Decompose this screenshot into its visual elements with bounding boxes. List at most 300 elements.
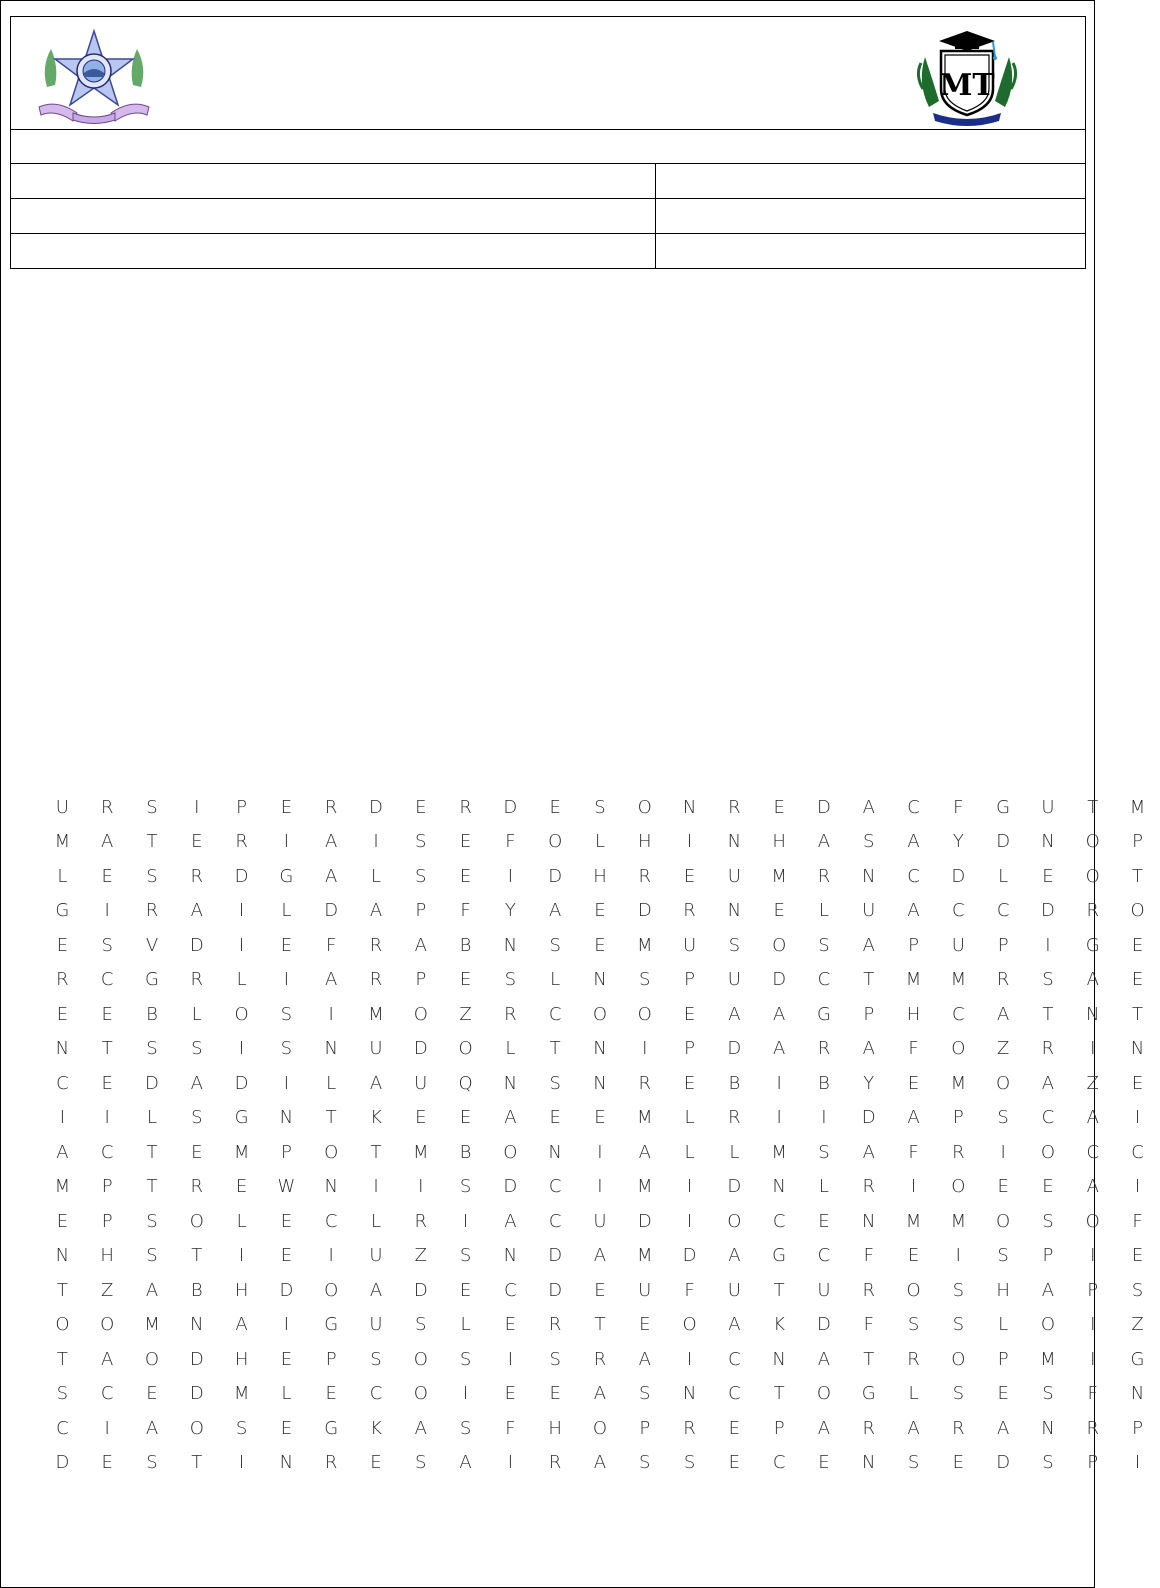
grid-letter[interactable]: C (772, 1452, 786, 1474)
grid-letter[interactable]: T (191, 1245, 203, 1267)
grid-letter[interactable]: S (728, 934, 741, 956)
grid-letter[interactable]: L (684, 1107, 695, 1129)
grid-letter[interactable]: L (281, 1383, 292, 1405)
grid-letter[interactable]: U (414, 1072, 428, 1094)
grid-letter[interactable]: L (236, 1210, 247, 1232)
grid-letter[interactable]: T (325, 1107, 337, 1129)
grid-letter[interactable]: D (996, 1452, 1011, 1474)
grid-letter[interactable]: E (235, 1176, 248, 1198)
grid-letter[interactable]: O (996, 1072, 1011, 1094)
grid-letter[interactable]: T (146, 1141, 158, 1163)
grid-letter[interactable]: E (773, 900, 785, 922)
grid-letter[interactable]: O (637, 1003, 652, 1025)
grid-letter[interactable]: S (818, 934, 830, 956)
grid-letter[interactable]: H (234, 1279, 249, 1301)
grid-letter[interactable]: D (996, 831, 1011, 853)
grid-letter[interactable]: I (1134, 1452, 1141, 1474)
grid-letter[interactable]: I (910, 1176, 917, 1198)
grid-letter[interactable]: I (328, 1003, 334, 1025)
grid-letter[interactable]: R (324, 1452, 338, 1474)
grid-letter[interactable]: U (55, 796, 69, 818)
grid-letter[interactable]: E (146, 1383, 158, 1405)
grid-letter[interactable]: N (682, 796, 697, 818)
grid-letter[interactable]: I (597, 1141, 603, 1163)
grid-letter[interactable]: L (146, 1107, 157, 1129)
grid-letter[interactable]: O (1085, 831, 1100, 853)
grid-letter[interactable]: Y (504, 900, 516, 922)
grid-letter[interactable]: G (996, 796, 1011, 818)
grid-letter[interactable]: I (238, 1038, 245, 1060)
grid-letter[interactable]: U (727, 1279, 741, 1301)
grid-letter[interactable]: A (817, 831, 831, 853)
grid-letter[interactable]: R (190, 865, 204, 887)
grid-letter[interactable]: S (235, 1417, 248, 1439)
grid-letter[interactable]: N (1041, 1417, 1055, 1439)
grid-letter[interactable]: W (277, 1176, 296, 1198)
grid-letter[interactable]: E (907, 1072, 920, 1094)
grid-letter[interactable]: O (100, 1314, 115, 1336)
grid-letter[interactable]: C (548, 1210, 562, 1232)
grid-letter[interactable]: N (1041, 831, 1055, 853)
grid-letter[interactable]: S (683, 1452, 696, 1474)
grid-letter[interactable]: G (1085, 934, 1100, 956)
grid-letter[interactable]: S (415, 865, 427, 887)
grid-letter[interactable]: R (862, 1417, 875, 1439)
grid-letter[interactable]: R (56, 969, 69, 991)
grid-letter[interactable]: M (950, 969, 967, 991)
grid-letter[interactable]: G (55, 900, 70, 922)
grid-letter[interactable]: O (503, 1141, 518, 1163)
grid-letter[interactable]: E (280, 1210, 293, 1232)
grid-letter[interactable]: A (1086, 969, 1099, 991)
grid-letter[interactable]: S (370, 1348, 382, 1370)
grid-letter[interactable]: M (54, 831, 71, 853)
grid-letter[interactable]: C (817, 1245, 831, 1267)
grid-letter[interactable]: S (997, 1245, 1009, 1267)
grid-letter[interactable]: L (460, 1314, 471, 1336)
grid-letter[interactable]: E (728, 1417, 741, 1439)
grid-letter[interactable]: L (370, 865, 381, 887)
grid-letter[interactable]: N (279, 1107, 294, 1129)
grid-letter[interactable]: N (862, 865, 876, 887)
grid-letter[interactable]: S (459, 1348, 472, 1370)
grid-letter[interactable]: D (189, 1348, 204, 1370)
grid-letter[interactable]: O (592, 1417, 608, 1439)
grid-letter[interactable]: G (234, 1107, 249, 1129)
grid-letter[interactable]: A (1086, 1107, 1099, 1129)
grid-letter[interactable]: G (324, 1314, 339, 1336)
grid-letter[interactable]: T (1132, 865, 1144, 887)
grid-letter[interactable]: E (459, 831, 472, 853)
grid-letter[interactable]: U (1041, 796, 1055, 818)
grid-letter[interactable]: P (684, 1038, 695, 1060)
grid-letter[interactable]: O (592, 1003, 608, 1025)
grid-letter[interactable]: M (1040, 1348, 1056, 1370)
row1-left-field[interactable] (11, 164, 656, 199)
grid-letter[interactable]: R (638, 1072, 652, 1094)
grid-letter[interactable]: N (55, 1038, 70, 1060)
grid-letter[interactable]: C (369, 1383, 383, 1405)
grid-letter[interactable]: D (369, 796, 383, 818)
grid-letter[interactable]: R (996, 969, 1010, 991)
grid-letter[interactable]: N (503, 934, 518, 956)
grid-letter[interactable]: R (952, 1141, 965, 1163)
grid-letter[interactable]: L (281, 900, 292, 922)
grid-letter[interactable]: I (507, 1348, 514, 1370)
grid-letter[interactable]: A (862, 934, 875, 956)
grid-letter[interactable]: P (280, 1141, 292, 1163)
grid-letter[interactable]: A (1041, 1072, 1055, 1094)
grid-letter[interactable]: M (950, 1072, 967, 1094)
grid-letter[interactable]: I (238, 1452, 245, 1474)
grid-letter[interactable]: I (418, 1176, 424, 1198)
grid-letter[interactable]: I (104, 900, 110, 922)
grid-letter[interactable]: N (682, 1383, 697, 1405)
grid-letter[interactable]: S (907, 1314, 920, 1336)
grid-letter[interactable]: E (459, 865, 472, 887)
grid-letter[interactable]: E (683, 1072, 696, 1094)
grid-letter[interactable]: O (772, 934, 787, 956)
grid-letter[interactable]: U (638, 1279, 652, 1301)
grid-letter[interactable]: K (370, 1107, 382, 1129)
grid-letter[interactable]: I (104, 1417, 110, 1439)
grid-letter[interactable]: M (233, 1141, 250, 1163)
grid-letter[interactable]: F (505, 1417, 516, 1439)
grid-letter[interactable]: O (1130, 900, 1145, 922)
grid-letter[interactable]: O (324, 1141, 339, 1163)
grid-letter[interactable]: P (1087, 1452, 1099, 1474)
grid-letter[interactable]: P (684, 969, 695, 991)
grid-letter[interactable]: O (234, 1003, 249, 1025)
grid-letter[interactable]: M (771, 1141, 787, 1163)
grid-letter[interactable]: N (862, 1210, 876, 1232)
grid-letter[interactable]: F (863, 1245, 874, 1267)
grid-letter[interactable]: F (1132, 1210, 1143, 1232)
grid-letter[interactable]: O (1085, 865, 1100, 887)
grid-letter[interactable]: S (191, 1107, 203, 1129)
grid-letter[interactable]: M (413, 1141, 429, 1163)
grid-letter[interactable]: E (504, 1314, 517, 1336)
grid-letter[interactable]: E (549, 1107, 561, 1129)
grid-letter[interactable]: E (280, 934, 293, 956)
grid-letter[interactable]: H (906, 1003, 921, 1025)
grid-letter[interactable]: P (997, 1348, 1009, 1370)
grid-letter[interactable]: E (459, 1279, 472, 1301)
grid-letter[interactable]: P (908, 934, 919, 956)
grid-letter[interactable]: A (728, 1245, 741, 1267)
grid-letter[interactable]: H (548, 1417, 562, 1439)
grid-letter[interactable]: A (907, 1107, 920, 1129)
grid-letter[interactable]: M (771, 865, 787, 887)
grid-letter[interactable]: D (279, 1279, 294, 1301)
grid-letter[interactable]: M (636, 1107, 653, 1129)
grid-letter[interactable]: S (415, 831, 427, 853)
grid-letter[interactable]: C (817, 969, 831, 991)
grid-letter[interactable]: T (146, 1176, 158, 1198)
grid-letter[interactable]: M (54, 1176, 71, 1198)
grid-letter[interactable]: S (639, 1383, 651, 1405)
grid-letter[interactable]: T (863, 1348, 875, 1370)
grid-letter[interactable]: P (236, 796, 248, 818)
grid-letter[interactable]: D (503, 1176, 518, 1198)
grid-letter[interactable]: D (817, 1314, 831, 1336)
grid-letter[interactable]: S (459, 1417, 472, 1439)
grid-letter[interactable]: A (638, 1348, 651, 1370)
grid-letter[interactable]: E (101, 865, 113, 887)
grid-letter[interactable]: O (951, 1038, 966, 1060)
grid-letter[interactable]: E (56, 1210, 69, 1232)
grid-letter[interactable]: M (233, 1383, 250, 1405)
grid-letter[interactable]: F (1087, 1383, 1098, 1405)
grid-letter[interactable]: N (727, 831, 742, 853)
grid-letter[interactable]: T (773, 1279, 785, 1301)
grid-letter[interactable]: O (1040, 1314, 1056, 1336)
grid-letter[interactable]: P (773, 1417, 785, 1439)
grid-letter[interactable]: M (636, 934, 653, 956)
row1-right-field[interactable] (656, 164, 1086, 199)
grid-letter[interactable]: H (100, 1245, 114, 1267)
row3-left-field[interactable] (11, 234, 656, 269)
grid-letter[interactable]: C (728, 1383, 741, 1405)
grid-letter[interactable]: U (727, 969, 741, 991)
grid-letter[interactable]: F (953, 796, 964, 818)
grid-letter[interactable]: L (818, 1176, 829, 1198)
grid-letter[interactable]: A (996, 1003, 1010, 1025)
grid-letter[interactable]: C (952, 1003, 965, 1025)
grid-letter[interactable]: I (373, 1176, 379, 1198)
grid-letter[interactable]: A (593, 1383, 607, 1405)
grid-letter[interactable]: N (55, 1245, 70, 1267)
grid-letter[interactable]: S (863, 831, 875, 853)
grid-letter[interactable]: I (328, 1245, 334, 1267)
grid-letter[interactable]: I (776, 1072, 782, 1094)
grid-letter[interactable]: E (459, 969, 472, 991)
grid-letter[interactable]: I (776, 1107, 782, 1129)
grid-letter[interactable]: L (370, 1210, 381, 1232)
grid-letter[interactable]: A (325, 865, 338, 887)
grid-letter[interactable]: S (997, 1107, 1009, 1129)
grid-letter[interactable]: E (773, 796, 785, 818)
grid-letter[interactable]: R (414, 1210, 428, 1232)
grid-letter[interactable]: A (325, 831, 338, 853)
grid-letter[interactable]: T (1042, 1003, 1054, 1025)
grid-letter[interactable]: I (1134, 1176, 1141, 1198)
grid-letter[interactable]: Z (1086, 1072, 1099, 1094)
grid-letter[interactable]: A (190, 1072, 203, 1094)
grid-letter[interactable]: E (639, 1314, 651, 1336)
grid-letter[interactable]: S (191, 1038, 203, 1060)
grid-letter[interactable]: E (907, 1245, 920, 1267)
grid-letter[interactable]: T (1132, 1003, 1144, 1025)
grid-letter[interactable]: T (146, 831, 158, 853)
grid-letter[interactable]: G (279, 865, 294, 887)
grid-letter[interactable]: S (56, 1383, 69, 1405)
grid-letter[interactable]: K (370, 1417, 382, 1439)
grid-letter[interactable]: M (368, 1003, 384, 1025)
grid-letter[interactable]: N (503, 1245, 518, 1267)
grid-letter[interactable]: R (190, 969, 204, 991)
grid-letter[interactable]: H (996, 1279, 1010, 1301)
grid-letter[interactable]: A (325, 969, 338, 991)
grid-letter[interactable]: M (144, 1314, 160, 1336)
grid-letter[interactable]: O (189, 1210, 204, 1232)
grid-letter[interactable]: O (413, 1383, 428, 1405)
grid-letter[interactable]: B (146, 1003, 158, 1025)
grid-letter[interactable]: L (729, 1141, 740, 1163)
grid-letter[interactable]: E (1042, 865, 1054, 887)
grid-letter[interactable]: D (548, 1245, 563, 1267)
grid-letter[interactable]: D (637, 1210, 652, 1232)
grid-letter[interactable]: P (1132, 1417, 1143, 1439)
grid-letter[interactable]: N (1130, 1038, 1145, 1060)
grid-letter[interactable]: I (59, 1107, 66, 1129)
grid-letter[interactable]: N (593, 969, 607, 991)
grid-letter[interactable]: C (100, 969, 114, 991)
grid-letter[interactable]: P (101, 1210, 113, 1232)
grid-letter[interactable]: I (686, 1348, 693, 1370)
grid-letter[interactable]: A (772, 1038, 786, 1060)
grid-letter[interactable]: E (683, 865, 696, 887)
grid-letter[interactable]: E (325, 1383, 337, 1405)
grid-letter[interactable]: S (1131, 1279, 1144, 1301)
grid-letter[interactable]: H (637, 831, 652, 853)
grid-letter[interactable]: Z (1131, 1314, 1144, 1336)
grid-letter[interactable]: E (191, 831, 203, 853)
grid-letter[interactable]: I (1090, 1038, 1096, 1060)
grid-letter[interactable]: M (636, 1176, 653, 1198)
grid-letter[interactable]: D (727, 1038, 742, 1060)
grid-letter[interactable]: R (907, 1348, 920, 1370)
grid-letter[interactable]: I (1090, 1348, 1096, 1370)
grid-letter[interactable]: E (549, 796, 561, 818)
grid-letter[interactable]: D (189, 1383, 204, 1405)
grid-letter[interactable]: E (1131, 969, 1144, 991)
grid-letter[interactable]: S (415, 1452, 427, 1474)
grid-letter[interactable]: E (997, 1176, 1009, 1198)
grid-letter[interactable]: Q (458, 1072, 473, 1094)
grid-letter[interactable]: S (101, 934, 113, 956)
grid-letter[interactable]: E (594, 934, 606, 956)
grid-letter[interactable]: D (682, 1245, 697, 1267)
grid-letter[interactable]: T (101, 1038, 113, 1060)
grid-letter[interactable]: A (190, 900, 203, 922)
grid-letter[interactable]: D (413, 1038, 428, 1060)
grid-letter[interactable]: C (907, 796, 920, 818)
row2-left-field[interactable] (11, 199, 656, 234)
grid-letter[interactable]: A (549, 900, 562, 922)
row2-right-field[interactable] (656, 199, 1086, 234)
grid-letter[interactable]: P (325, 1348, 337, 1370)
grid-letter[interactable]: S (1042, 969, 1054, 991)
grid-letter[interactable]: C (504, 1279, 517, 1301)
grid-letter[interactable]: R (683, 1417, 696, 1439)
grid-letter[interactable]: D (637, 900, 652, 922)
grid-letter[interactable]: R (728, 796, 741, 818)
grid-letter[interactable]: A (145, 1279, 159, 1301)
grid-letter[interactable]: S (280, 1003, 293, 1025)
grid-letter[interactable]: Y (863, 1072, 875, 1094)
grid-letter[interactable]: C (952, 900, 965, 922)
grid-letter[interactable]: N (862, 1452, 876, 1474)
grid-letter[interactable]: P (101, 1176, 113, 1198)
grid-letter[interactable]: F (863, 1314, 874, 1336)
grid-letter[interactable]: R (190, 1176, 204, 1198)
grid-letter[interactable]: E (56, 1003, 69, 1025)
grid-letter[interactable]: R (459, 796, 472, 818)
grid-letter[interactable]: S (952, 1279, 965, 1301)
grid-letter[interactable]: A (772, 1003, 786, 1025)
grid-letter[interactable]: R (369, 934, 383, 956)
grid-letter[interactable]: A (414, 934, 427, 956)
grid-letter[interactable]: E (101, 1452, 113, 1474)
grid-letter[interactable]: P (1042, 1245, 1054, 1267)
grid-letter[interactable]: D (234, 865, 249, 887)
grid-letter[interactable]: S (594, 796, 606, 818)
grid-letter[interactable]: I (642, 1038, 648, 1060)
grid-letter[interactable]: I (104, 1107, 110, 1129)
grid-letter[interactable]: D (145, 1072, 159, 1094)
grid-letter[interactable]: P (415, 900, 427, 922)
grid-letter[interactable]: S (146, 865, 158, 887)
grid-letter[interactable]: H (593, 865, 607, 887)
grid-letter[interactable]: U (862, 900, 876, 922)
grid-letter[interactable]: D (817, 796, 831, 818)
grid-letter[interactable]: T (1087, 796, 1099, 818)
grid-letter[interactable]: E (594, 1279, 606, 1301)
grid-letter[interactable]: R (683, 900, 696, 922)
grid-letter[interactable]: U (817, 1279, 831, 1301)
grid-letter[interactable]: E (1131, 934, 1144, 956)
grid-letter[interactable]: I (686, 1210, 693, 1232)
grid-letter[interactable]: D (234, 1072, 249, 1094)
grid-letter[interactable]: A (369, 1072, 383, 1094)
grid-letter[interactable]: A (728, 1314, 741, 1336)
grid-letter[interactable]: C (907, 865, 920, 887)
grid-letter[interactable]: S (459, 1245, 472, 1267)
grid-letter[interactable]: D (772, 969, 787, 991)
grid-letter[interactable]: G (1130, 1348, 1145, 1370)
grid-letter[interactable]: C (772, 1210, 786, 1232)
grid-letter[interactable]: F (684, 1279, 695, 1301)
grid-letter[interactable]: A (414, 1417, 427, 1439)
grid-letter[interactable]: D (548, 865, 563, 887)
grid-letter[interactable]: A (101, 831, 114, 853)
grid-letter[interactable]: E (370, 1452, 382, 1474)
grid-letter[interactable]: L (191, 1003, 202, 1025)
grid-letter[interactable]: C (100, 1141, 114, 1163)
grid-letter[interactable]: E (280, 1245, 293, 1267)
grid-letter[interactable]: O (548, 831, 563, 853)
grid-letter[interactable]: P (639, 1417, 651, 1439)
grid-letter[interactable]: E (728, 1452, 741, 1474)
grid-letter[interactable]: I (507, 1452, 514, 1474)
grid-letter[interactable]: S (504, 969, 517, 991)
grid-letter[interactable]: U (727, 865, 741, 887)
grid-letter[interactable]: Y (952, 831, 964, 853)
grid-letter[interactable]: L (57, 865, 68, 887)
grid-letter[interactable]: S (639, 969, 651, 991)
grid-letter[interactable]: O (816, 1383, 832, 1405)
grid-letter[interactable]: E (191, 1141, 203, 1163)
grid-letter[interactable]: A (638, 1141, 651, 1163)
grid-letter[interactable]: A (1086, 1176, 1099, 1198)
grid-letter[interactable]: E (415, 796, 427, 818)
grid-letter[interactable]: E (1131, 1072, 1144, 1094)
grid-letter[interactable]: R (548, 1314, 562, 1336)
grid-letter[interactable]: S (952, 1314, 965, 1336)
grid-letter[interactable]: E (504, 1383, 517, 1405)
grid-letter[interactable]: I (597, 1176, 603, 1198)
